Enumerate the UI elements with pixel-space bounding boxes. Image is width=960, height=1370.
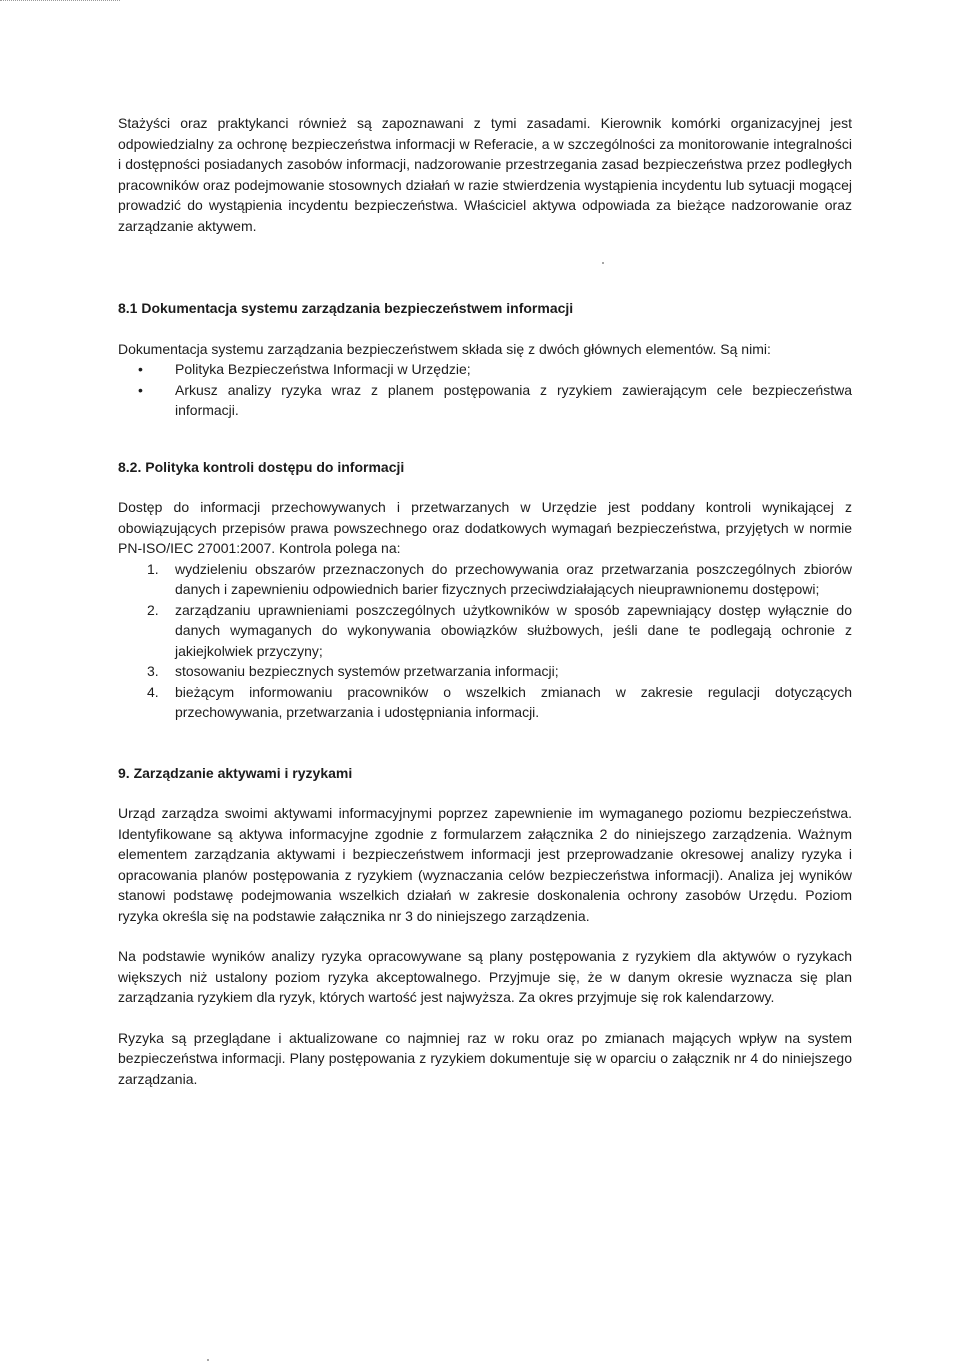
list-item — [118, 359, 852, 380]
section-8-1-bullet-list — [118, 359, 852, 421]
section-9-paragraph-3: Ryzyka są przeglądane i aktualizowane co najmniej raz w roku oraz po zmianach mających wpływ na system bezpieczeństwa informacji. Plany postępowania z ryzykiem dokumentuje się w oparciu o załącznik nr 4 do niniejszego zarządzania. — [118, 1029, 852, 1087]
list-item — [118, 682, 852, 723]
spacer — [118, 236, 852, 298]
list-item — [118, 600, 852, 662]
spacer — [118, 421, 852, 457]
list-item-text: Polityka Bezpieczeństwa Informacji w Urzędzie; — [175, 361, 471, 377]
section-9-paragraph-2: Na podstawie wyników analizy ryzyka opracowywane są plany postępowania z ryzykiem dla aktywów o ryzykach większych niż ustalony poziom ryzyka akceptowalnego. Przyjmuje się, że w danym okresie wyznacza się plan zarządzania ryzykiem dla ryzyk, których wartość jest najwyższa. Za okres przyjmuje się rok kalendarzowy. — [118, 948, 852, 1005]
list-item — [118, 559, 852, 600]
list-number: 4. — [147, 683, 159, 700]
spacer — [118, 319, 852, 339]
section-8-1-intro: Dokumentacja systemu zarządzania bezpieczeństwem składa się z dwóch głównych elementów. Są nimi: — [118, 340, 771, 357]
spacer — [118, 477, 852, 497]
document-body — [118, 113, 852, 1089]
section-8-1-heading: 8.1 Dokumentacja systemu zarządzania bezpieczeństwem informacji — [118, 300, 574, 316]
section-8-2-intro: Dostęp do informacji przechowywanych i przetwarzanych w Urzędzie jest poddany kontroli wynikającej z obowiązujących przepisów prawa powszechnego oraz dodatkowych wymagań bezpieczeństwa, przyjętych w normie PN-ISO/IEC 27001:2007. Kontrola polega na: — [118, 499, 852, 556]
scan-speck — [207, 1359, 209, 1361]
list-item-text: bieżącym informowaniu pracowników o wszelkich zmianach w zakresie regulacji dotyczących przechowywania, przetwarzania i udostępniania informacji. — [175, 683, 852, 720]
bullet-marker: • — [138, 361, 143, 377]
bullet-marker: • — [138, 381, 143, 398]
section-8-2-numbered-list — [118, 559, 852, 723]
section-9-paragraph-1: Urząd zarządza swoimi aktywami informacyjnymi poprzez zapewnienie im wymaganego poziomu bezpieczeństwa. Identyfikowane są aktywa informacyjne zgodnie z formularzem załącznika 2 do niniejszego zarządzenia. Ważnym elementem zarządzania aktywami i bezpieczeństwem informacji jest przeprowadzanie okresowej analizy ryzyka i opracowania planów postępowania z ryzykiem (wyznaczania celów bezpieczeństwa informacji). Analiza jej wyników stanowi podstawę podejmowania wszelkich działań w zakresie doskonalenia ochrony zasobów Urzędu. Poziom ryzyka określa się na podstawie załącznika nr 3 do niniejszego zarządzenia. — [118, 805, 852, 924]
intro-paragraph: Stażyści oraz praktykanci również są zapoznawani z tymi zasadami. Kierownik komórki organizacyjnej jest odpowiedzialny za ochronę bezpieczeństwa informacji w Referacie, a w szczególności za monitorowanie integralności i dostępności posiadanych zasobów informacji, nadzorowanie przestrzegania zasad bezpieczeństwa przez podległych pracowników oraz podejmowanie stosownych działań w razie stwierdzenia wystąpienia incydentu lub sytuacji mogącej prowadzić do wystąpienia incydentu bezpieczeństwa. Właściciel aktywa odpowiada za bieżące nadzorowanie oraz zarządzanie aktywem. — [118, 115, 852, 234]
list-item — [118, 661, 852, 682]
list-number: 3. — [147, 663, 159, 679]
spacer — [118, 926, 852, 946]
spacer — [118, 1008, 852, 1028]
spacer — [118, 783, 852, 803]
section-9-heading: 9. Zarządzanie aktywami i ryzykami — [118, 764, 353, 781]
list-number: 1. — [147, 560, 159, 577]
section-8-2-heading: 8.2. Polityka kontroli dostępu do informacji — [118, 458, 405, 475]
list-number: 2. — [147, 601, 159, 618]
scan-edge-mark — [0, 0, 120, 4]
list-item-text: wydzieleniu obszarów przeznaczonych do przechowywania oraz przetwarzania poszczególnych zbiorów danych i zapewnieniu odpowiednich barier fizycznych przeciwdziałających nieuprawnionemu dostępowi; — [175, 560, 852, 597]
list-item-text: Arkusz analizy ryzyka wraz z planem postępowania z ryzykiem zawierającym cele bezpieczeństwa informacji. — [175, 381, 852, 418]
spacer — [118, 723, 852, 763]
list-item-text: zarządzaniu uprawnieniami poszczególnych użytkowników w sposób zapewniający dostęp wyłącznie do danych wymaganych do wykonywania obowiązków służbowych, jeśli dane te podlegają ochronie z jakiejkolwiek przyczyny; — [175, 601, 852, 659]
list-item — [118, 380, 852, 421]
list-item-text: stosowaniu bezpiecznych systemów przetwarzania informacji; — [175, 663, 559, 679]
